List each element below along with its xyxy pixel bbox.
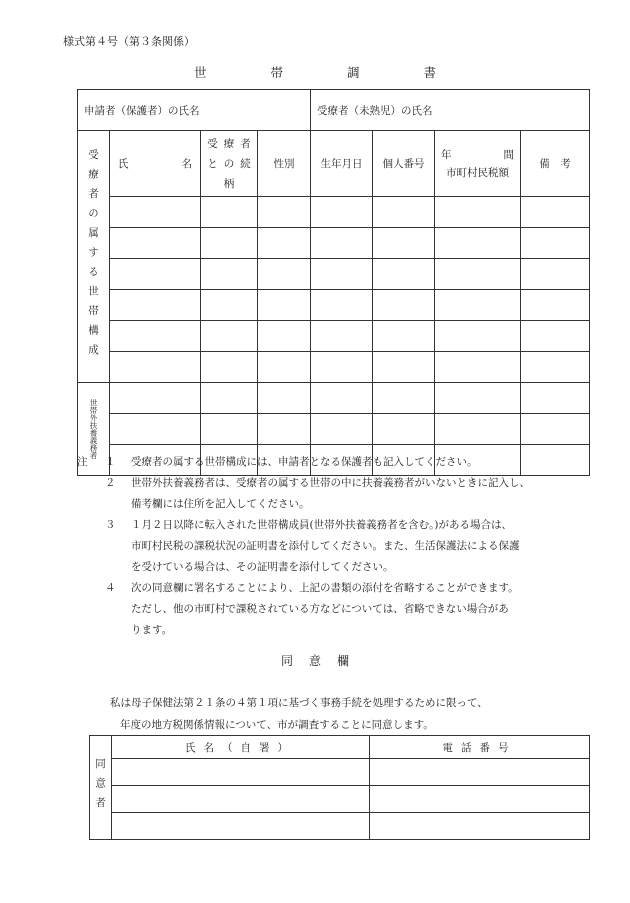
- table-row[interactable]: [78, 290, 590, 321]
- applicant-label: 申請者（保護者）の氏名: [84, 104, 200, 117]
- title-char: 世: [193, 65, 207, 80]
- table-row[interactable]: [78, 259, 590, 290]
- col-remarks: 備 考: [521, 131, 590, 197]
- title-char: 調: [346, 65, 360, 80]
- note-4: ４ 次の同意欄に署名することにより、上記の書類の添付を省略することができます。: [105, 582, 519, 594]
- agree-side-label: 同意者: [90, 736, 112, 840]
- note-4-line: ります。: [131, 624, 173, 636]
- table-row[interactable]: [78, 321, 590, 352]
- col-relation: 受療者との続柄: [201, 131, 258, 197]
- phone-field[interactable]: [370, 813, 590, 840]
- table-row[interactable]: [78, 352, 590, 383]
- note-3-line: を受けている場合は、その証明書を添付してください。: [131, 561, 394, 573]
- patient-name-cell[interactable]: [311, 90, 590, 131]
- consent-text-1: 私は母子保健法第２１条の４第１項に基づく事務手続を処理するために限って、: [110, 697, 488, 709]
- col-name: 氏 名: [110, 131, 201, 197]
- phone-field[interactable]: [370, 759, 590, 786]
- signature-field[interactable]: [112, 759, 370, 786]
- signature-row[interactable]: [90, 813, 590, 840]
- household-side-label: 受療者の属する世帯構成: [78, 131, 110, 383]
- title-char: 帯: [270, 65, 283, 80]
- note-2-line: 備考欄には住所を記入してください。: [131, 498, 310, 510]
- table-row[interactable]: [78, 228, 590, 259]
- consent-table: [89, 735, 590, 840]
- signature-field[interactable]: [112, 813, 370, 840]
- note-3: ３ １月２日以降に転入された世帯構成員(世帯外扶養義務者を含む。)がある場合は、: [105, 519, 512, 531]
- table-cell[interactable]: [110, 383, 201, 414]
- phone-header: 電話番号: [370, 736, 590, 759]
- col-birth: 生年月日: [311, 131, 373, 197]
- table-row[interactable]: [78, 197, 590, 228]
- signature-header: 氏名（自署）: [112, 736, 370, 759]
- note-3-line: 市町村民税の課税状況の証明書を添付してください。また、生活保護法による保護: [131, 540, 520, 552]
- form-number: 様式第４号（第３条関係）: [63, 35, 195, 48]
- signature-row[interactable]: [90, 759, 590, 786]
- patient-label: 受療者（未熟児）の氏名: [317, 104, 433, 117]
- col-personal-number: 個人番号: [373, 131, 435, 197]
- note-4-line: ただし、他の市町村で課税されている方などについては、省略できない場合があ: [131, 603, 509, 615]
- applicant-name-cell[interactable]: [78, 90, 311, 131]
- col-sex: 性別: [258, 131, 311, 197]
- signature-row[interactable]: [90, 786, 590, 813]
- supporter-side-label: 世帯外扶養義務者: [78, 383, 110, 476]
- signature-field[interactable]: [112, 786, 370, 813]
- col-tax: 年 間 市町村民税額: [435, 131, 521, 197]
- consent-text-2: 年度の地方税関係情報について、市が調査することに同意します。: [120, 719, 434, 731]
- note-1: 注 １ 受療者の属する世帯構成には、申請者となる保護者も記入してください。: [77, 456, 478, 468]
- table-row[interactable]: [78, 414, 590, 445]
- phone-field[interactable]: [370, 786, 590, 813]
- note-2: ２ 世帯外扶養義務者は、受療者の属する世帯の中に扶養義務者がいないときに記入し、: [105, 477, 530, 489]
- page-title: [0, 63, 630, 81]
- consent-title: 同 意 欄: [280, 654, 350, 668]
- notes: [77, 452, 597, 641]
- title-char: 書: [423, 65, 436, 80]
- household-table: [77, 89, 590, 476]
